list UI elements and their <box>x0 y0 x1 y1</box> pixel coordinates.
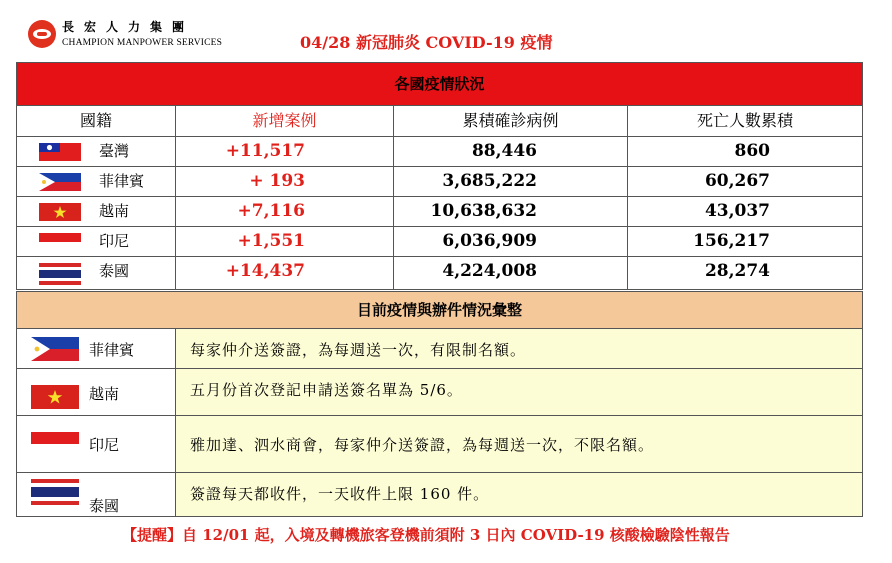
deaths: 860 <box>734 141 770 161</box>
indonesia-flag-icon <box>31 432 79 456</box>
company-name-cn: 長宏人力集團 <box>62 20 195 34</box>
status-note: 簽證每天都收件，一天收件上限 160 件。 <box>190 485 490 503</box>
philippines-flag-icon <box>31 337 79 361</box>
company-logo <box>28 14 258 54</box>
indonesia-flag-icon <box>39 233 81 251</box>
list-item <box>16 329 863 369</box>
col-header-new-cases: 新增案例 <box>175 106 393 137</box>
vietnam-flag-icon <box>31 385 79 409</box>
table-row <box>16 167 863 197</box>
deaths: 28,274 <box>704 261 770 281</box>
status-note: 每家仲介送簽證，為每週送一次，有限制名額。 <box>190 341 527 359</box>
status-note: 五月份首次登記申請送簽名單為 5/6。 <box>190 381 463 399</box>
country-name: 臺灣 <box>99 142 130 160</box>
total-cases: 88,446 <box>471 141 537 161</box>
country-name: 印尼 <box>89 436 120 454</box>
philippines-flag-icon <box>39 173 81 191</box>
new-cases: +1,551 <box>237 231 305 251</box>
thailand-flag-icon <box>39 263 81 285</box>
country-name: 印尼 <box>99 232 130 250</box>
total-cases: 10,638,632 <box>430 201 537 221</box>
new-cases: + 193 <box>249 171 305 191</box>
col-header-total-cases: 累積確診病例 <box>393 106 627 137</box>
thailand-flag-icon <box>31 479 79 505</box>
table-row <box>16 227 863 257</box>
col-header-nationality: 國籍 <box>16 106 175 137</box>
deaths: 43,037 <box>704 201 770 221</box>
new-cases: +7,116 <box>237 201 305 221</box>
logo-emblem-icon <box>28 20 56 48</box>
deaths: 60,267 <box>704 171 770 191</box>
vietnam-flag-icon <box>39 203 81 221</box>
list-item <box>16 473 863 517</box>
country-name: 越南 <box>99 202 130 220</box>
status-note: 雅加達、泗水商會，每家仲介送簽證，為每週送一次，不限名額。 <box>190 436 655 454</box>
total-cases: 3,685,222 <box>442 171 537 191</box>
reminder-note: 【提醒】自 12/01 起，入境及轉機旅客登機前須附 3 日內 COVID-19 核酸檢驗陰性報告 <box>122 526 730 544</box>
stats-section-title: 各國疫情狀況 <box>16 62 863 106</box>
status-section-title: 目前疫情與辦件情況彙整 <box>16 291 863 329</box>
list-item <box>16 369 863 416</box>
stats-header-row <box>16 106 863 137</box>
country-name: 菲律賓 <box>99 172 145 190</box>
table-row <box>16 197 863 227</box>
deaths: 156,217 <box>693 231 770 251</box>
total-cases: 6,036,909 <box>442 231 537 251</box>
total-cases: 4,224,008 <box>442 261 537 281</box>
taiwan-flag-icon <box>39 143 81 161</box>
new-cases: +14,437 <box>225 261 305 281</box>
new-cases: +11,517 <box>225 141 305 161</box>
page-title: 04/28 新冠肺炎 COVID-19 疫情 <box>300 33 553 52</box>
company-name-en: CHAMPION MANPOWER SERVICES <box>62 38 223 48</box>
list-item <box>16 416 863 473</box>
col-header-deaths: 死亡人數累積 <box>627 106 863 137</box>
country-name: 越南 <box>89 385 120 403</box>
table-row <box>16 137 863 167</box>
country-name: 菲律賓 <box>89 341 135 359</box>
country-name: 泰國 <box>99 262 130 280</box>
country-name: 泰國 <box>89 497 120 515</box>
table-row <box>16 257 863 290</box>
